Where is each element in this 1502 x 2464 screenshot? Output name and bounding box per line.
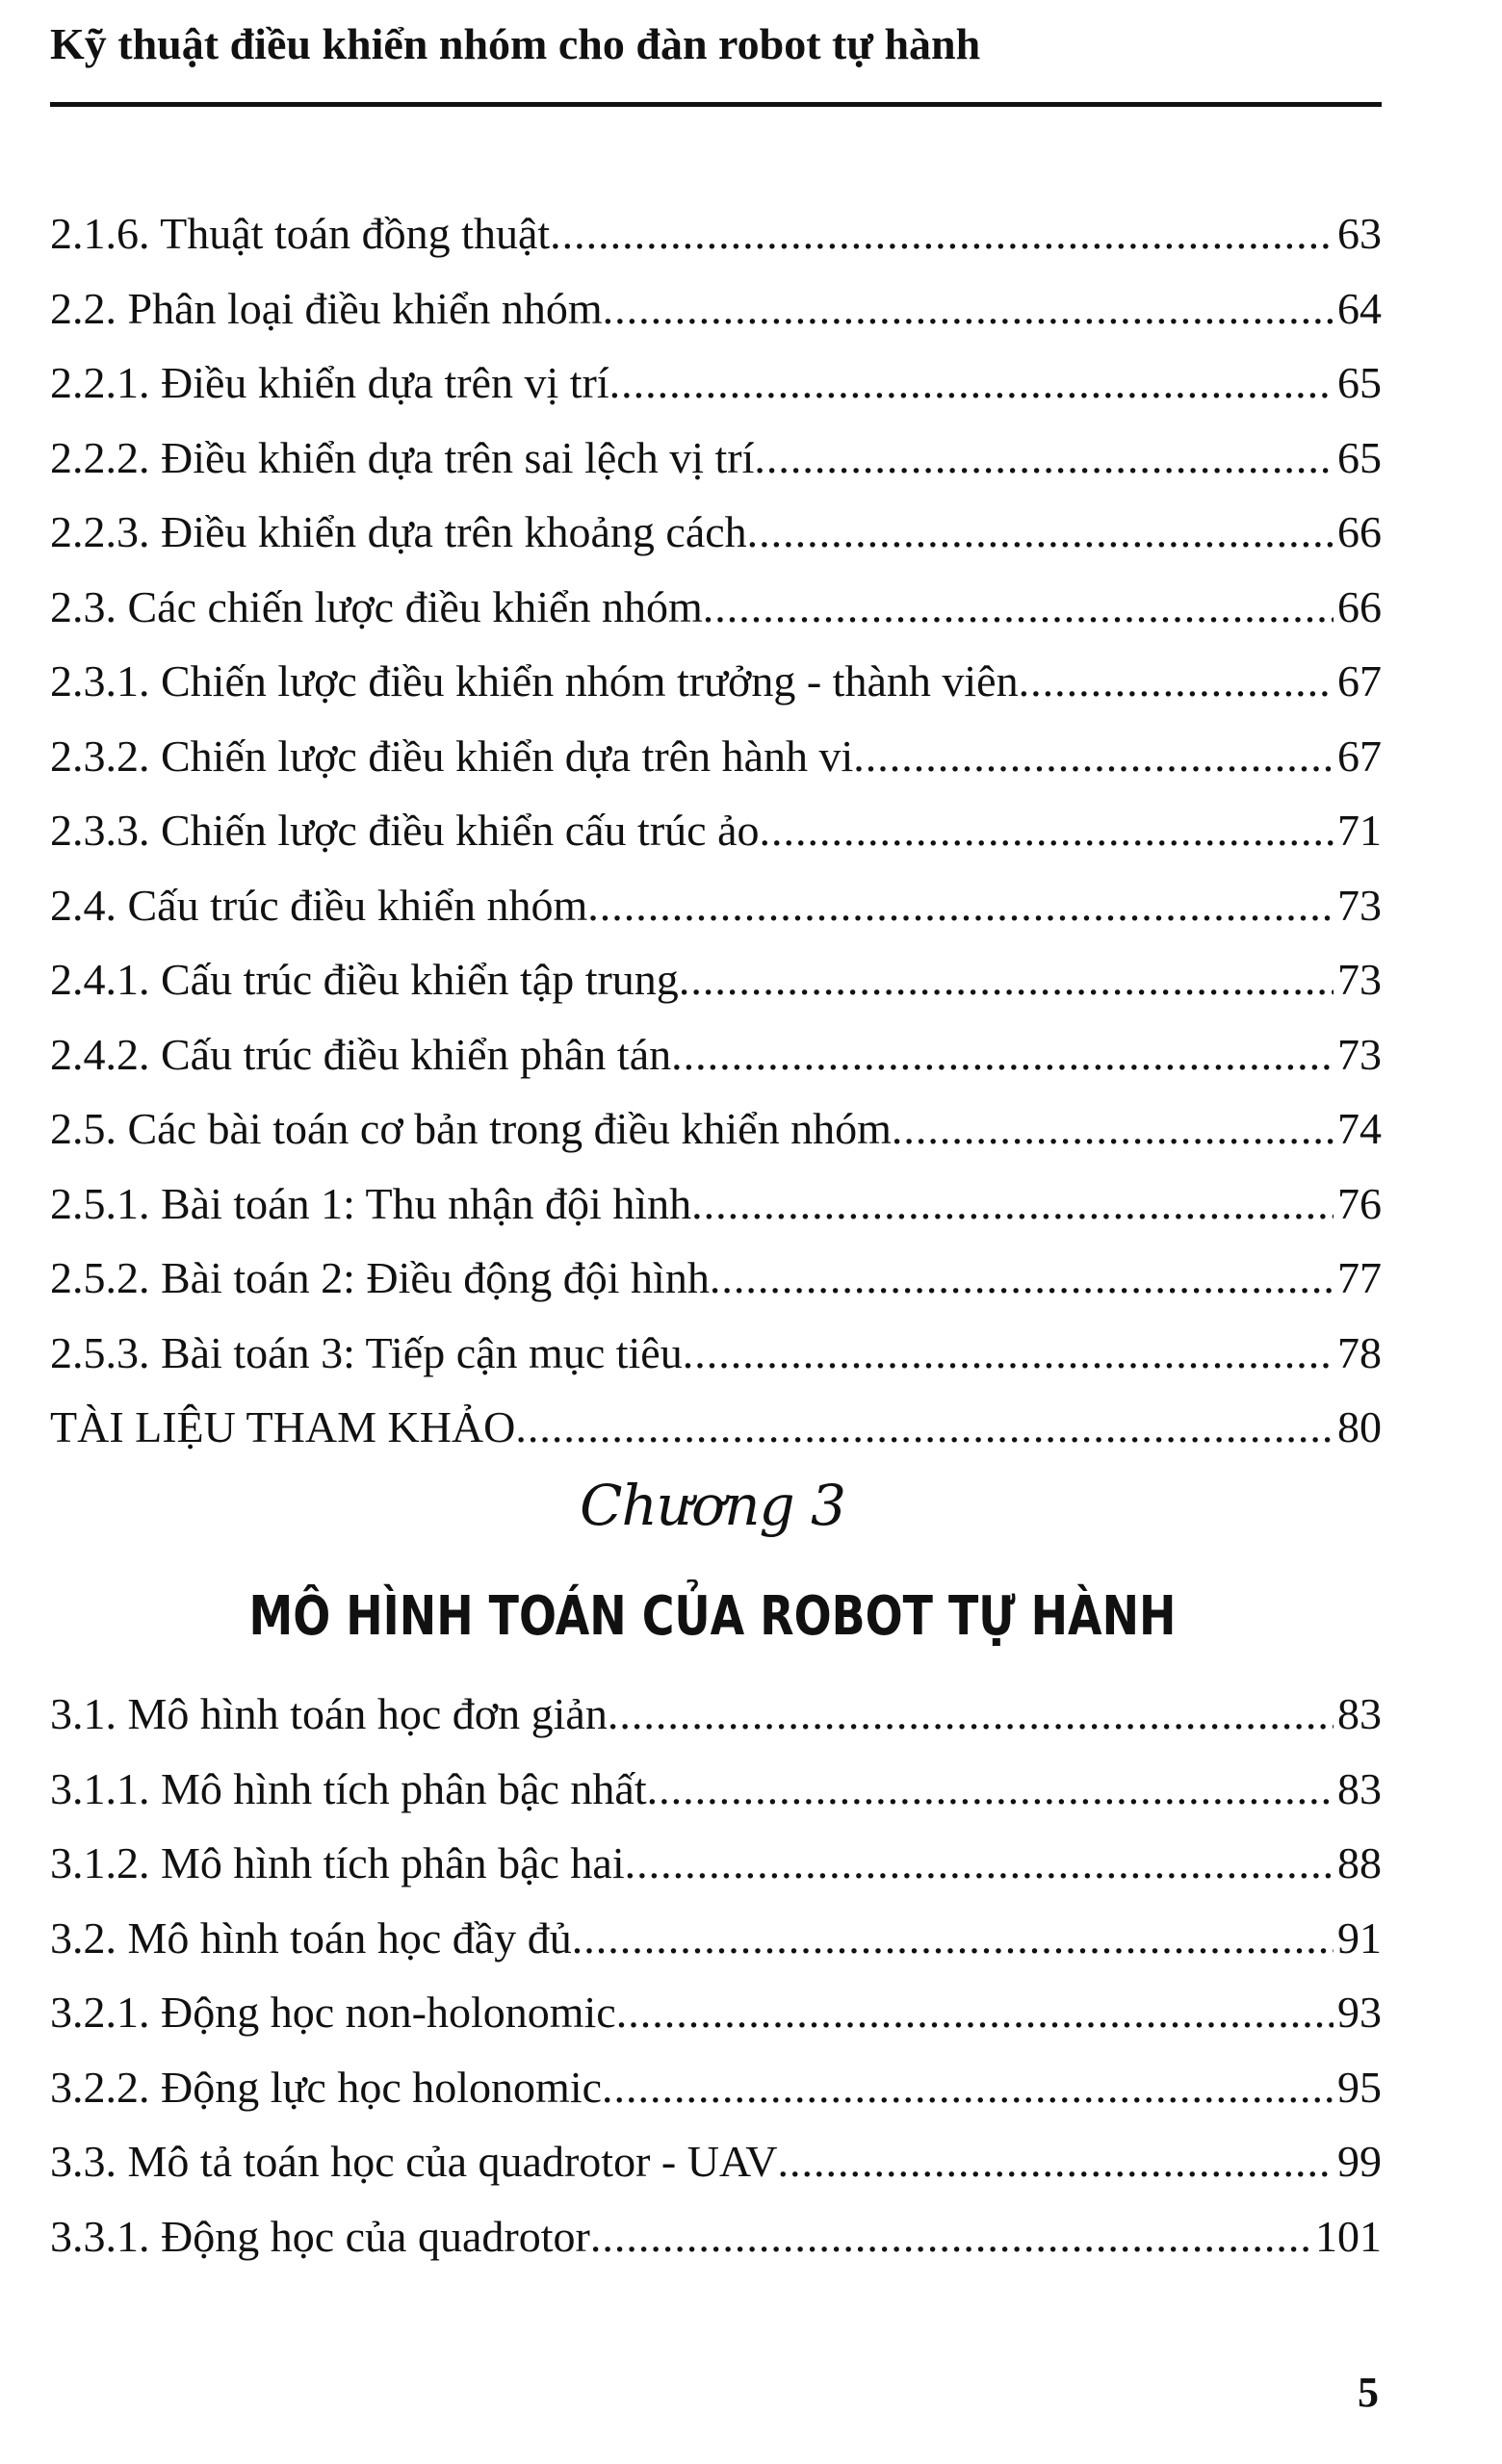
toc-entry[interactable]	[50, 1901, 1382, 1976]
toc-entry[interactable]	[50, 1752, 1382, 1827]
toc-entry[interactable]	[50, 793, 1382, 868]
toc-entry[interactable]	[50, 1826, 1382, 1901]
toc-entry[interactable]	[50, 2124, 1382, 2199]
toc-entry[interactable]	[50, 1167, 1382, 1242]
toc-entry[interactable]	[50, 942, 1382, 1017]
toc-entry-label: 2.3.2. Chiến lược điều khiển dựa trên hành vi	[50, 731, 854, 781]
toc-entry[interactable]	[50, 1390, 1382, 1465]
toc-entry[interactable]	[50, 2199, 1382, 2274]
dot-leader	[747, 495, 1334, 570]
toc-entry-page: 88	[1337, 1838, 1382, 1887]
chapter-title: MÔ HÌNH TOÁN CỦA ROBOT TỰ HÀNH	[248, 1585, 1177, 1648]
toc-entry-page: 67	[1337, 731, 1382, 781]
toc-entry[interactable]	[50, 1017, 1382, 1092]
toc-entry-label: 3.2.2. Động lực học holonomic	[50, 2062, 603, 2112]
dot-leader	[572, 1901, 1334, 1976]
toc-entry[interactable]	[50, 421, 1382, 496]
toc-entry-label: 2.2.3. Điều khiển dựa trên khoảng cách	[50, 507, 747, 556]
dot-leader	[671, 1017, 1334, 1092]
dot-leader	[590, 2199, 1311, 2274]
toc-entry-label: 2.2.1. Điều khiển dựa trên vị trí	[50, 358, 609, 407]
toc-entry-page: 64	[1337, 283, 1382, 333]
chapter-label: Chương 3	[580, 1473, 845, 1538]
toc-entry-page: 73	[1337, 1029, 1382, 1079]
dot-leader	[710, 1241, 1334, 1316]
toc-entry[interactable]	[50, 495, 1382, 570]
dot-leader	[1019, 644, 1334, 719]
toc-entry-page: 66	[1337, 581, 1382, 631]
toc-entry-label: 2.3. Các chiến lược điều khiển nhóm	[50, 581, 703, 631]
dot-leader	[760, 793, 1334, 868]
toc-entry-label: 2.5.1. Bài toán 1: Thu nhận đội hình	[50, 1178, 692, 1228]
toc-list-chapter-2	[50, 196, 1382, 1465]
toc-entry-label: TÀI LIỆU THAM KHẢO	[50, 1402, 516, 1451]
toc-list-chapter-3	[50, 1677, 1382, 2273]
dot-leader	[691, 1167, 1334, 1242]
toc-entry-page: 65	[1337, 432, 1382, 482]
toc-entry-page: 65	[1337, 358, 1382, 407]
toc-entry-page: 74	[1337, 1104, 1382, 1153]
page-number: 5	[1358, 2369, 1379, 2416]
dot-leader	[892, 1091, 1334, 1167]
toc-entry-page: 77	[1337, 1253, 1382, 1302]
dot-leader	[616, 1975, 1334, 2050]
dot-leader	[609, 346, 1334, 421]
toc-entry[interactable]	[50, 196, 1382, 271]
dot-leader	[515, 1390, 1334, 1465]
toc-entry-page: 67	[1337, 656, 1382, 706]
toc-entry-label: 2.5.3. Bài toán 3: Tiếp cận mục tiêu	[50, 1327, 683, 1377]
toc-entry[interactable]	[50, 644, 1382, 719]
toc-entry[interactable]	[50, 1316, 1382, 1391]
dot-leader	[647, 1752, 1334, 1827]
toc-entry-label: 3.1. Mô hình toán học đơn giản	[50, 1689, 608, 1738]
dot-leader	[550, 196, 1334, 271]
toc-entry-label: 2.4.1. Cấu trúc điều khiển tập trung	[50, 955, 679, 1004]
toc-entry-label: 3.1.2. Mô hình tích phân bậc hai	[50, 1838, 625, 1887]
toc-entry-page: 78	[1337, 1327, 1382, 1377]
dot-leader	[703, 570, 1334, 645]
toc-entry-label: 2.4.2. Cấu trúc điều khiển phân tán	[50, 1029, 672, 1079]
toc-entry[interactable]	[50, 1091, 1382, 1167]
toc-entry-page: 83	[1337, 1689, 1382, 1738]
toc-entry[interactable]	[50, 2050, 1382, 2125]
dot-leader	[679, 942, 1334, 1017]
toc-entry-label: 3.1.1. Mô hình tích phân bậc nhất	[50, 1763, 647, 1813]
toc-entry-page: 91	[1337, 1912, 1382, 1963]
toc-entry-page: 73	[1337, 880, 1382, 930]
toc-entry-page: 71	[1337, 806, 1382, 855]
toc-entry[interactable]	[50, 570, 1382, 645]
toc-entry-page: 95	[1337, 2062, 1382, 2112]
dot-leader	[602, 2050, 1334, 2125]
dot-leader	[587, 868, 1334, 943]
toc-entry-label: 3.3.1. Động học của quadrotor	[50, 2211, 590, 2261]
toc-entry[interactable]	[50, 346, 1382, 421]
toc-entry-label: 2.1.6. Thuật toán đồng thuật	[50, 209, 551, 258]
toc-entry[interactable]	[50, 271, 1382, 346]
toc-entry-page: 99	[1337, 2137, 1382, 2186]
toc-entry-page: 83	[1337, 1763, 1382, 1813]
toc-entry-page: 93	[1337, 1988, 1382, 2037]
dot-leader	[608, 1677, 1334, 1752]
dot-leader	[625, 1826, 1334, 1901]
dot-leader	[853, 719, 1334, 794]
toc-entry-label: 3.3. Mô tả toán học của quadrotor - UAV	[50, 2137, 778, 2186]
dot-leader	[603, 271, 1334, 346]
toc-entry-label: 2.2. Phân loại điều khiển nhóm	[50, 283, 603, 333]
toc-entry-page: 80	[1337, 1402, 1382, 1451]
toc-entry[interactable]	[50, 868, 1382, 943]
toc-entry-label: 2.5.2. Bài toán 2: Điều động đội hình	[50, 1253, 710, 1302]
toc-entry-label: 2.3.3. Chiến lược điều khiển cấu trúc ảo	[50, 806, 760, 855]
toc-entry[interactable]	[50, 1241, 1382, 1316]
toc-entry-label: 3.2.1. Động học non-holonomic	[50, 1988, 616, 2037]
toc-entry-label: 2.4. Cấu trúc điều khiển nhóm	[50, 880, 588, 930]
running-header-title: Kỹ thuật điều khiển nhóm cho đàn robot tự hành	[50, 19, 981, 68]
toc-entry-label: 3.2. Mô hình toán học đầy đủ	[50, 1912, 572, 1963]
toc-entry[interactable]	[50, 1975, 1382, 2050]
dot-leader	[777, 2124, 1334, 2199]
toc-entry-page: 73	[1337, 955, 1382, 1004]
toc-entry-label: 2.2.2. Điều khiển dựa trên sai lệch vị trí	[50, 432, 755, 482]
dot-leader	[683, 1316, 1334, 1391]
toc-entry-label: 2.5. Các bài toán cơ bản trong điều khiển nhóm	[50, 1104, 892, 1153]
toc-entry-page: 101	[1315, 2211, 1382, 2261]
toc-entry-page: 63	[1337, 209, 1382, 258]
toc-entry[interactable]	[50, 719, 1382, 794]
toc-entry-page: 66	[1337, 507, 1382, 556]
toc-entry[interactable]	[50, 1677, 1382, 1752]
header-rule	[50, 102, 1382, 107]
dot-leader	[754, 421, 1334, 496]
toc-entry-label: 2.3.1. Chiến lược điều khiển nhóm trưởng - thành viên	[50, 656, 1019, 706]
toc-entry-page: 76	[1337, 1178, 1382, 1228]
